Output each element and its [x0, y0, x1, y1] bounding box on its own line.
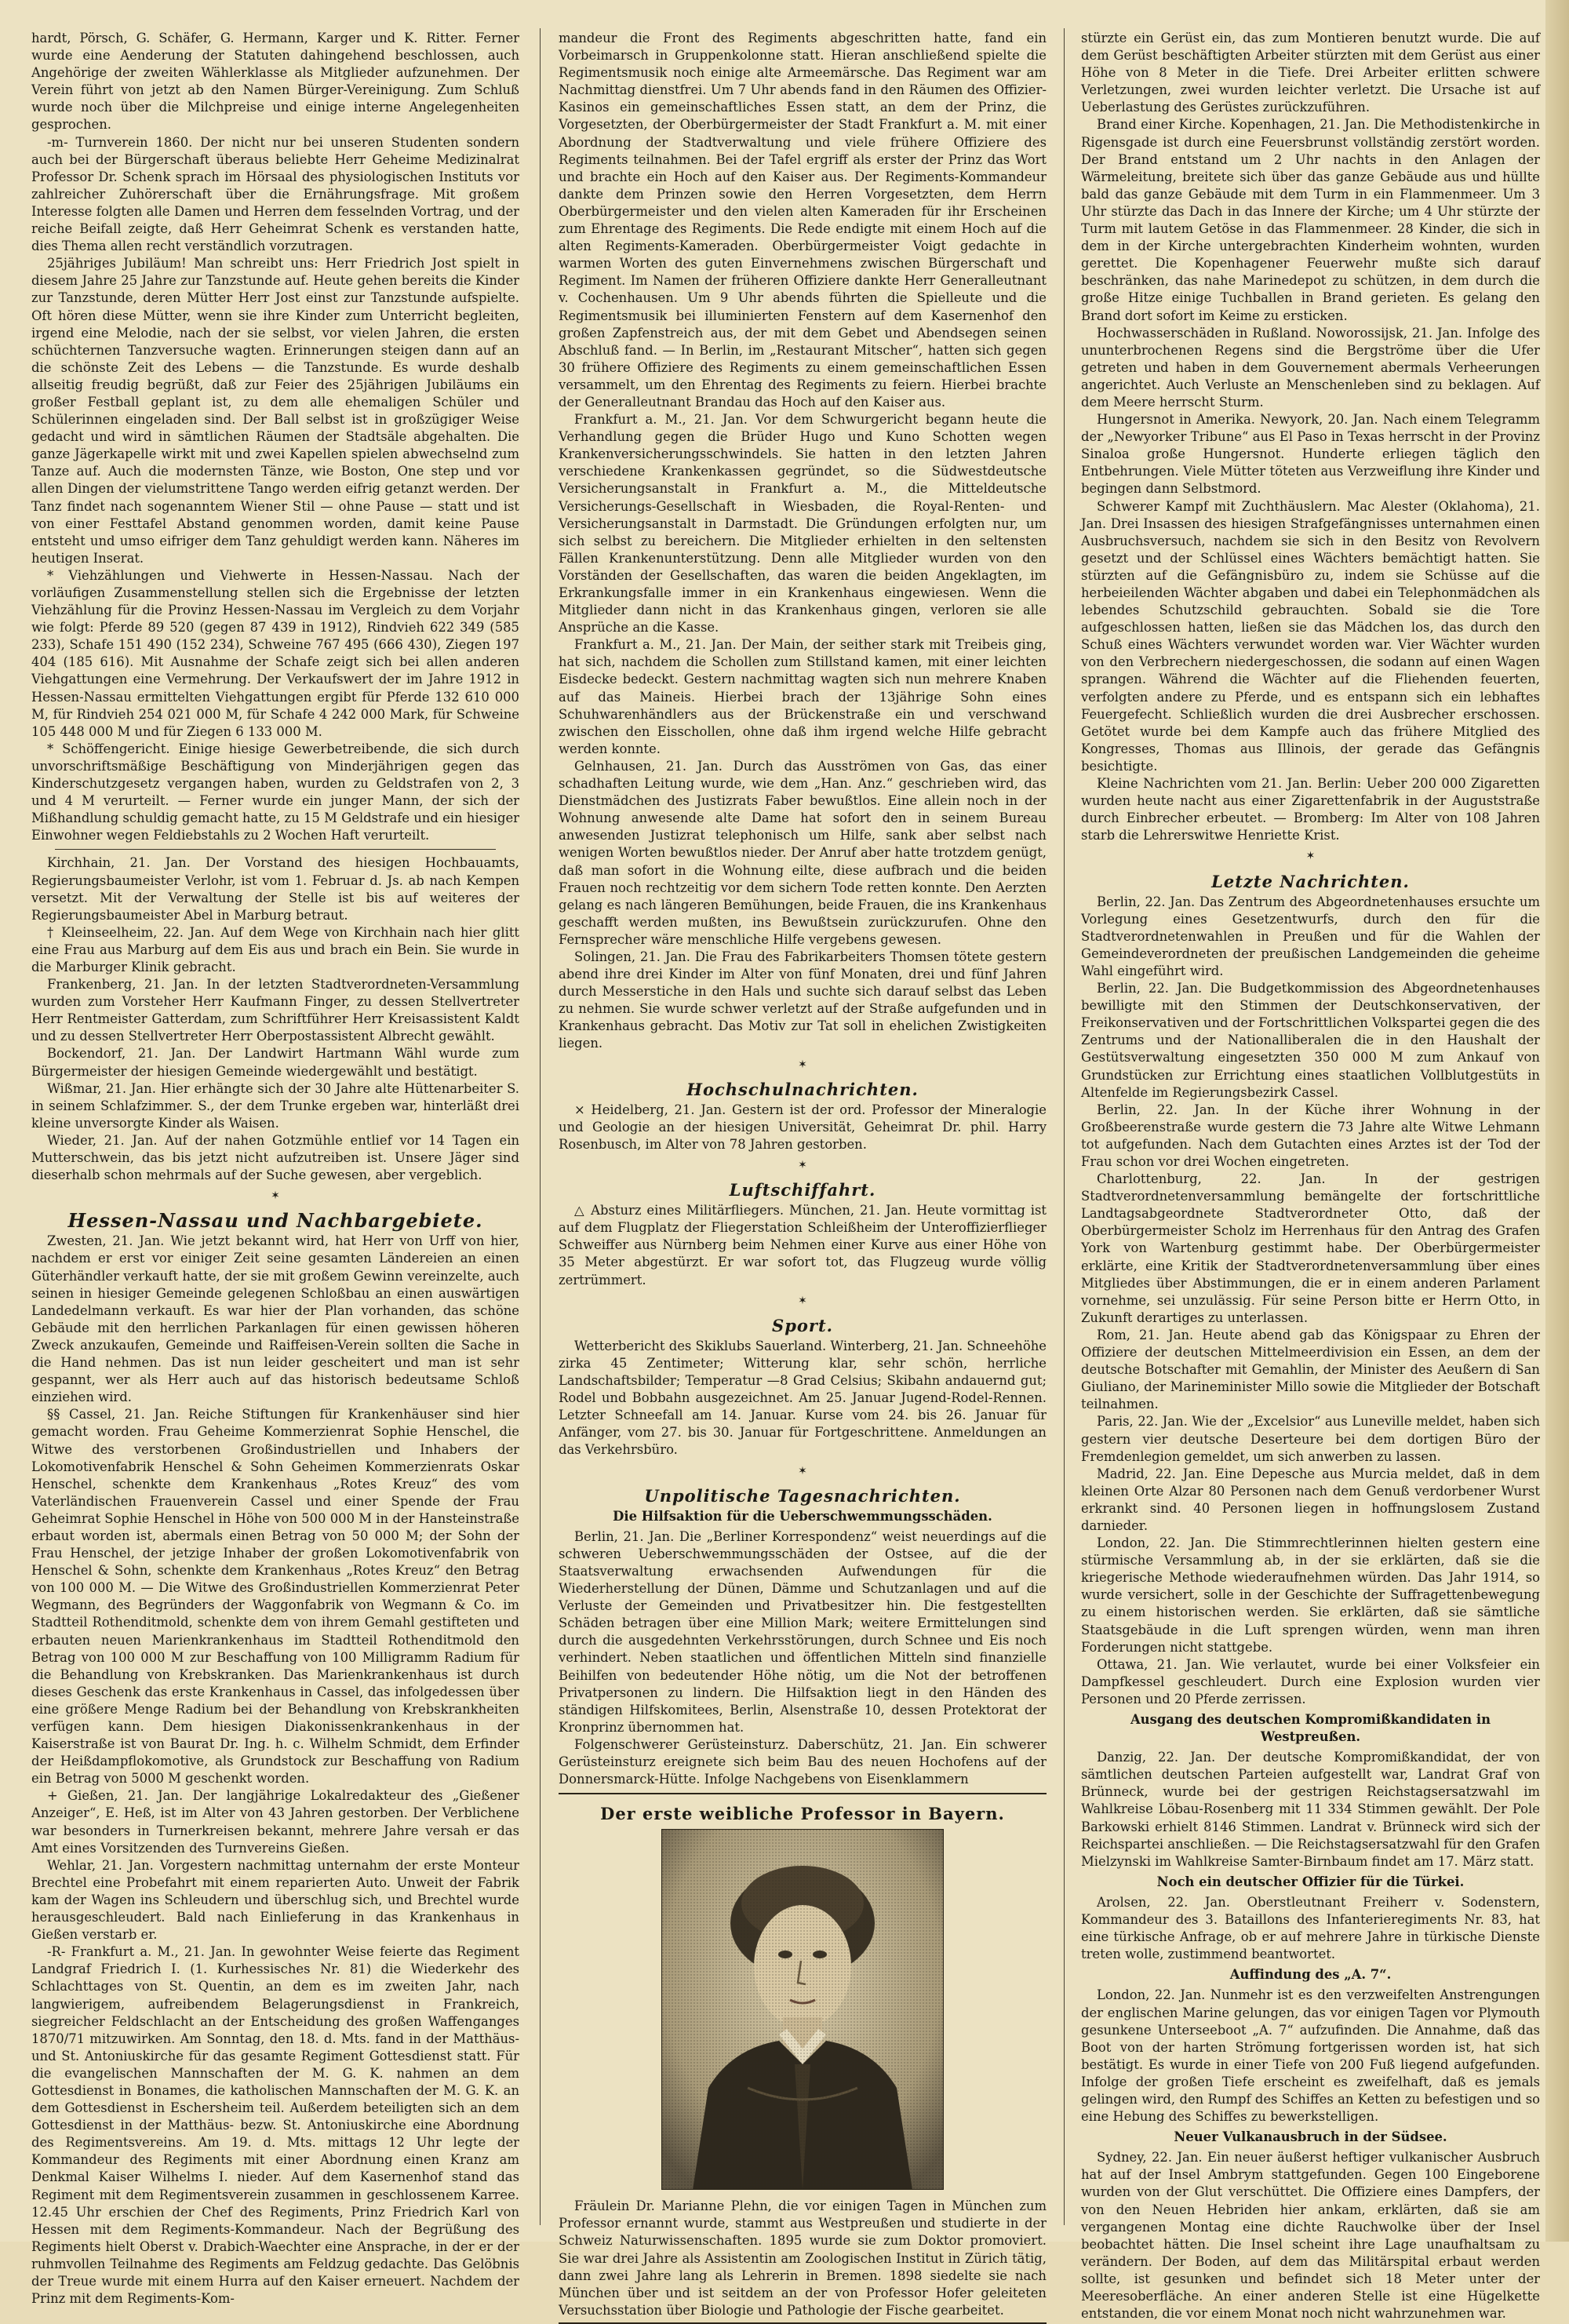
column-3 [1081, 30, 1540, 2322]
article-text: Rom, 21. Jan. Heute abend gab das Königspaar zu Ehren der Offiziere der deutschen Mittelmeerdivision ein Essen, an dem der deutsche Botschafter mit Gemahlin, der Minister des Aeußern di San Giuliano, der Marineminister Millo sowie die Mitglieder der Botschaft teilnahmen. [1081, 1327, 1540, 1412]
divider: ✶ [798, 1058, 807, 1071]
article-text: Kleine Nachrichten vom 21. Jan. Berlin: Ueber 200 000 Zigaretten wurden heute nacht aus einer Zigarettenfabrik in der Auguststraße durch Einbrecher erbeutet. — Bromberg: Im Alter von 108 Jahren starb die Lehrerswitwe Henriette Krist. [1081, 776, 1540, 843]
article-text: Hungersnot in Amerika. Newyork, 20. Jan. Nach einem Telegramm der „Newyorker Tribune“ aus El Paso in Texas herrscht in der Provinz Sinaloa große Hungersnot. Hunderte erliegen täglich den Entbehrungen. Viele Mütter töteten aus Verzweiflung ihre Kinder und begingen dann Selbstmord. [1081, 412, 1540, 497]
article-text: * Schöffengericht. Einige hiesige Gewerbetreibende, die sich durch unvorschriftsmäßige Beschäftigung von Minderjährigen gegen das Kinderschutzgesetz vergangen haben, wurden zu Geldstrafen von 2, 3 und 4 M verurteilt. — Ferner wurde ein junger Mann, der sich der Mißhandlung schuldig gemacht hatte, zu 15 M Geldstrafe und ein hiesiger Einwohner wegen Feldiebstahls zu 2 Wochen Haft verurteilt. [31, 741, 519, 843]
divider [55, 849, 496, 850]
article-text: Wetterbericht des Skiklubs Sauerland. Winterberg, 21. Jan. Schneehöhe zirka 45 Zentimeter; Witterung klar, sehr schön, herrliche Landschaftsbilder; Temperatur —8 Grad Celsius; Skibahn andauernd gut; Rodel und Bobbahn ausgezeichnet. Am 25. Januar Jugend-Rodel-Rennen. Letzter Schneefall am 14. Januar. Kurse vom 24. bis 26. Januar für Anfänger, vom 27. bis 30. Januar für Fortgeschrittene. Anmeldungen an das Verkehrsbüro. [559, 1338, 1047, 1458]
article-text: London, 22. Jan. Nunmehr ist es den verzweifelten Anstrengungen der englischen Marine gelungen, das vor einigen Tagen vor Plymouth gesunkene Unterseeboot „A. 7“ aufzufinden. Die Annahme, daß das Boot von der harten Strömung fortgerissen worden ist, hat sich bestätigt. Es wurde in einer Tiefe von 200 Fuß liegend aufgefunden. Infolge der großen Tiefe erscheint es zweifelhaft, daß es jemals gelingen wird, den Rumpf des Schiffes an Ketten zu befestigen und so eine Hebung des Schiffes zu bewerkstelligen. [1081, 1987, 1540, 2125]
article-text: Zwesten, 21. Jan. Wie jetzt bekannt wird, hat Herr von Urff von hier, nachdem er erst vor einiger Zeit seine gesamten Ländereien an einen Güterhändler verkauft hatte, der sie mit großem Gewinn vereinzelte, auch seinen in hiesiger Gemeinde gelegenen Schloßbau an einen auswärtigen Landedelmann verkauft. Es war hier der Plan vorhanden, das schöne Gebäude mit den herrlichen Parkanlagen für einen gewissen höheren Zweck anzukaufen, Gemeinde und Raiffeisen-Verein sollten die Sache in die Hand nehmen. Das ist nun leider gescheitert und man ist sehr gespannt, wer als Herr auch auf das historisch bedeutsame Schloß einziehen wird. [31, 1233, 519, 1405]
article-text: Charlottenburg, 22. Jan. In der gestrigen Stadtverordnetenversammlung bemängelte der fortschrittliche Landtagsabgeordnete Stadtverordneter Otto, daß der Oberbürgermeister Scholz im Herrenhaus für den Antrag des Grafen York von Wartenburg gestimmt habe. Der Oberbürgermeister erklärte, eine Kritik der Stadtverordnetenversammlung über eines Mitgliedes über Abstimmungen, die er in einem anderen Parlament vornehme, sei unzulässig. Für seine Person bitte er Herrn Otto, in Zukunft derartiges zu unterlassen. [1081, 1171, 1540, 1325]
article-text: Gelnhausen, 21. Jan. Durch das Ausströmen von Gas, das einer schadhaften Leitung wurde, wie dem „Han. Anz.“ geschrieben wird, das Dienstmädchen des Justizrats Faber bewußtlos. Eine allein noch in der Wohnung anwesende alte Dame hat sofort den in seinem Bureau anwesenden Justizrat telephonisch um Hilfe, sank aber selbst nach wenigen Worten bewußtlos nieder. Der Anruf aber hatte trotzdem genügt, daß man sofort in die Wohnung eilte, diese aufbrach und die beiden Frauen noch rechtzeitig vor dem sichern Tode retten konnte. Den Aerzten gelang es nach längeren Bemühungen, beide Frauen, die ins Krankenhaus geschafft werden mußten, ins Bewußtsein zurückzurufen. Ohne den Fernsprecher wäre menschliche Hilfe vergebens gewesen. [559, 758, 1047, 947]
article-text: -m- Turnverein 1860. Der nicht nur bei unseren Studenten sondern auch bei der Bürgerschaft überaus beliebte Herr Geheime Medizinalrat Professor Dr. Schenk sprach im Hörsaal des physiologischen Instituts vor zahlreicher Zuhörerschaft über die Ernährungsfrage. Mit großem Interesse folgten alle Damen und Herren dem fesselnden Vortrag, und der reiche Beifall zeigte, daß Herr Geheimrat Schenk es verstanden hatte, dies Thema allen recht verständlich vorzutragen. [31, 134, 519, 254]
article-text: Frankfurt a. M., 21. Jan. Der Main, der seither stark mit Treibeis ging, hat sich, nachdem die Schollen zum Stillstand kamen, mit einer leichten Eisdecke bedeckt. Gestern nachmittag wagten sich nun mehrere Knaben auf das Maineis. Hierbei brach der 13jährige Sohn eines Schuhwarenhändlers aus der Brückenstraße ein und verschwand zwischen den Eisschollen, ohne daß ihm irgend welche Hilfe gebracht werden konnte. [559, 637, 1047, 756]
section-heading: Hochschulnachrichten. [686, 1079, 919, 1099]
article-text: 25jähriges Jubiläum! Man schreibt uns: Herr Friedrich Jost spielt in diesem Jahre 25 Jahre zur Tanzstunde auf. Heute gehen bereits die Kinder zur Tanzstunde, deren Mütter Herr Jost einst zur Tanzstunde aufspielte. Oft hören diese Mütter, wenn sie ihre Kinder zum Unterricht begleiten, irgend eine Melodie, nach der sie selbst, vor vielen Jahren, die ersten schüchternen Tanzversuche wagten. Erinnerungen steigen dann auf an die schönste Zeit des Lebens — die Tanzstunde. Es wurde deshalb allseitig freudig begrüßt, daß zur Feier des 25jährigen Jubiläums ein großer Festball geplant ist, zu dem alle ehemaligen Schüler und Schülerinnen eingeladen sind. Der Ball selbst ist in großzügiger Weise gedacht und wird in sämtlichen Räumen der Stadtsäle abgehalten. Die ganze Jägerkapelle wirkt mit und zwei Kapellen spielen abwechselnd zum Tanze auf. Auch die modernsten Tänze, wie Boston, One step und vor allen Dingen der vielumstrittene Tango werden eifrig getanzt werden. Der Tanz findet nach sogenanntem Wiener Stil — ohne Pause — statt und ist von einer Festtafel Abstand genommen worden, damit keine Pause entsteht und umso eifriger dem Tanz gehuldigt werden kann. Näheres im heutigen Inserat. [31, 256, 519, 566]
paper-edge [1545, 0, 1569, 2242]
section-heading: Sport. [772, 1315, 833, 1335]
photo-caption: Fräulein Dr. Marianne Plehn, die vor einigen Tagen in München zum Professor ernannt wurde, stammt aus Westpreußen und studierte in der Schweiz Naturwissenschaften. 1895 wurde sie zum Doktor promoviert. Sie war drei Jahre als Assistentin am Zoologischen Institut in Zürich tätig, dann zwei Jahre lang als Lehrerin in Bremen. 1898 siedelte sie nach München über und ist seitdem an der von Professor Hofer geleiteten Versuchsstation über Biologie und Pathologie der Fische gearbeitet. [559, 2198, 1047, 2318]
column-1 [31, 30, 519, 2307]
article-text: hardt, Pörsch, G. Schäfer, G. Hermann, Karger und K. Ritter. Ferner wurde eine Aenderung der Statuten dahingehend beschlossen, auch Angehörige der zweiten Wählerklasse als Mitglieder aufzunehmen. Der Verein führt von jetzt ab den Namen Bürger-Vereinigung. Zum Schluß wurde noch über die Milchpreise und einige interne Angelegenheiten gesprochen. [31, 31, 519, 133]
article-text: Folgenschwerer Gerüsteinsturz. Daberschütz, 21. Jan. Ein schwerer Gerüsteinsturz ereignete sich beim Bau des neuen Hochofens auf der Donnersmarck-Hütte. Infolge Nachgebens von Eisenklammern [559, 1736, 1047, 1787]
article-text: △ Absturz eines Militärfliegers. München, 21. Jan. Heute vormittag ist auf dem Flugplatz der Fliegerstation Schleißheim der Unteroffizierflieger Schweiffer aus Nürnberg beim Nehmen einer Kurve aus einer Höhe von 35 Meter abgestürzt. Er war sofort tot, das Flugzeug wurde völlig zertrümmert. [559, 1203, 1047, 1288]
article-text: Ottawa, 21. Jan. Wie verlautet, wurde bei einer Volksfeier ein Dampfkessel geschleudert. Durch eine Explosion wurden vier Personen und 20 Pferde zerrissen. [1081, 1656, 1540, 1707]
article-text: † Kleinseelheim, 22. Jan. Auf dem Wege von Kirchhain nach hier glitt eine Frau aus Marburg auf dem Eis aus und brach ein Bein. Sie wurde in die Marburger Klinik gebracht. [31, 924, 519, 974]
column-rule [540, 28, 541, 2225]
article-text: §§ Cassel, 21. Jan. Reiche Stiftungen für Krankenhäuser sind hier gemacht worden. Frau Geheime Kommerzienrat Sophie Henschel, die Witwe des verstorbenen Großindustriellen und Inhabers der Lokomotivenfabrik Henschel & Sohn Geheimen Kommerzienrats Oskar Henschel, schenkte dem Krankenhaus „Rotes Kreuz“ des vom Vaterländischen Frauenverein Cassel und einer Spende der Frau Geheimrat Sophie Henschel in Höhe von 500 000 M in der Hansteinstraße erbaut worden ist, abermals einen Betrag von 50 000 M; der Sohn der Frau Henschel, der jetzige Inhaber der großen Lokomotivenfabrik von Henschel & Sohn, schenkte dem Krankenhaus „Rotes Kreuz“ den Betrag von 100 000 M. — Die Witwe des Großindustriellen Kommerzienrat Peter Wegmann, des Begründers der Waggonfabrik von Wegmann & Co. im Stadtteil Rothenditmold, schenkte dem von ihrem Gemahl gestifteten und erbauten neuen Marienkrankenhaus im Stadtteil Rothenditmold den Betrag von 100 000 M zur Beschaffung von 100 Milligramm Radium für die Behandlung von Krebskranken. Das Marienkrankenhaus ist durch dieses Geschenk das erste Krankenhaus in Cassel, das infolgedessen über eine größere Menge Radium bei der Behandlung von Krebskrankheiten verfügen kann. Dem hiesigen Diakonissenkrankenhaus in der Kaiserstraße ist von Baurat Dr. Ing. h. c. Wilhelm Schmidt, dem Erfinder der Heißdampflokomotive, als Grundstock zur Beschaffung von Radium ein Betrag von 5000 M geschenkt worden. [31, 1407, 519, 1787]
article-text: Kirchhain, 21. Jan. Der Vorstand des hiesigen Hochbauamts, Regierungsbaumeister Verlohr, ist vom 1. Februar d. Js. ab nach Kempen versetzt. Mit der Verwaltung der Stelle ist bis auf weiteres der Regierungsbaumeister Abel in Marburg betraut. [31, 855, 519, 923]
article-text: London, 22. Jan. Die Stimmrechtlerinnen hielten gestern eine stürmische Versammlung ab, in der sie erklärten, daß sie die kriegerische Methode wiederaufnehmen würden. Das Jahr 1914, so wurde versichert, solle in der Geschichte der Suffragettenbewegung zu einem historischen werden. Sie erklärten, daß sie sämtliche Staatsgebäude in die Luft sprengen würden, wenn man ihren Forderungen nicht stattgebe. [1081, 1535, 1540, 1655]
article-text: × Heidelberg, 21. Jan. Gestern ist der ord. Professor der Mineralogie und Geologie an der hiesigen Universität, Geheimrat Dr. phil. Harry Rosenbusch, im Alter von 78 Jahren gestorben. [559, 1102, 1047, 1152]
divider: ✶ [798, 1294, 807, 1307]
feature-heading: Der erste weibliche Professor in Bayern. [600, 1804, 1005, 1824]
section-heading: Letzte Nachrichten. [1211, 871, 1410, 891]
article-text: Berlin, 22. Jan. In der Küche ihrer Wohnung in der Großbeerenstraße wurde gestern die 73 Jahre alte Witwe Lehmann tot aufgefunden. Nach dem Gutachten eines Arztes ist der Tod der Frau schon vor drei Wochen eingetreten. [1081, 1102, 1540, 1169]
divider: ✶ [271, 1189, 280, 1203]
divider: ✶ [798, 1159, 807, 1171]
column-2 [559, 30, 1047, 2318]
article-text: Berlin, 21. Jan. Die „Berliner Korrespondenz“ weist neuerdings auf die schweren Ueberschwemmungsschäden der Ostsee, auf die der Staatsverwaltung erwachsenden Aufwendungen für die Wiederherstellung der Dünen, Dämme und Schutzanlagen und auf die Verluste der Gemeinden und Privatbesitzer hin. Die festgestellten Schäden betragen über eine Million Mark; weitere Ermittelungen sind durch die ausgedehnten Verkehrsstörungen, durch Schnee und Eis noch verhindert. Neben staatlichen und öffentlichen Mitteln sind finanzielle Beihilfen von bedeutender Höhe nötig, um die Not der betroffenen Privatpersonen zu lindern. Die Hilfsaktion liegt in den Händen des ständigen Hilfskomitees, Berlin, Alsenstraße 10, dessen Protektorat der Kronprinz übernommen hat. [559, 1528, 1047, 1735]
sub-heading: Neuer Vulkanausbruch in der Südsee. [1174, 2129, 1447, 2145]
article-text: Sydney, 22. Jan. Ein neuer äußerst heftiger vulkanischer Ausbruch hat auf der Insel Ambrym stattgefunden. Gegen 100 Eingeborene wurden von der Glut verschüttet. Die Offiziere eines Dampfers, der von den Neuen Hebriden hier ankam, erklärten, daß sie am vergangenen Montag eine dichte Rauchwolke über der Insel beobachtet hätten. Die Insel scheint ihre Lage unaufhaltsam zu verändern. Der Boden, auf dem das Militärspital erbaut werden sollte, ist gesunken und befindet sich 18 Meter unter der Meeresoberfläche. An einer anderen Stelle ist eine Hügelkette entstanden, die vor einem Monat noch nicht wahrzunehmen war. [1081, 2150, 1540, 2322]
divider: ✶ [798, 1464, 807, 1477]
article-text: + Gießen, 21. Jan. Der langjährige Lokalredakteur des „Gießener Anzeiger“, E. Heß, ist im Alter von 43 Jahren gestorben. Der Verblichene war besonders in Turnerkreisen bekannt, mehrere Jahre versah er das Amt eines Vorsitzenden des Turnvereins Gießen. [31, 1788, 519, 1856]
section-heading: Unpolitische Tagesnachrichten. [644, 1485, 961, 1506]
feature-box [559, 1793, 1047, 2324]
article-text: Madrid, 22. Jan. Eine Depesche aus Murcia meldet, daß in dem kleinen Orte Alzar 80 Personen nach dem Genuß verdorbener Wurst erkrankt sind. 40 Personen liegen in hoffnungslosem Zustand darnieder. [1081, 1466, 1540, 1533]
divider: ✶ [1305, 850, 1316, 863]
article-text: Frankenberg, 21. Jan. In der letzten Stadtverordneten-Versammlung wurden zum Vorsteher Herr Kaufmann Finger, zu dessen Stellvertreter Herr Rentmeister Gatterdam, zum Schriftführer Herr Kreisassistent Kaldt und zu dessen Stellvertreter Herr Oberpostassistent Albrecht gewählt. [31, 977, 519, 1044]
article-text: Brand einer Kirche. Kopenhagen, 21. Jan. Die Methodistenkirche in Rigensgade ist durch eine Feuersbrunst vollständig zerstört worden. Der Brand entstand um 2 Uhr nachts in den Anlagen der Wärmeleitung, breitete sich über das ganze Gebäude aus und hüllte bald das ganze Gebäude mit dem Turm in ein Flammenmeer. Um 3 Uhr stürzte das Dach in das Innere der Kirche; um 4 Uhr stürzte der Turm mit lautem Getöse in das Flammenmeer. 28 Kinder, die sich in dem in der Kirche untergebrachten Kinderheim wohnten, wurden gerettet. Die Kopenhagener Feuerwehr mußte sich darauf beschränken, das nahe Marinedepot zu schützen, in dem durch die große Hitze einige Tuchballen in Brand gerieten. Es gelang den Brand dort sofort im Keime zu ersticken. [1081, 117, 1540, 323]
article-text: Wehlar, 21. Jan. Vorgestern nachmittag unternahm der erste Monteur Brechtel eine Probefahrt mit einem reparierten Auto. Unweit der Fabrik kam der Wagen ins Schleudern und überschlug sich, und Brechtel wurde herausgeschleudert. Bald nach Einlieferung in das Krankenhaus in Gießen verstarb er. [31, 1857, 519, 1943]
article-text: Berlin, 22. Jan. Das Zentrum des Abgeordnetenhauses ersuchte um Vorlegung eines Gesetzentwurfs, durch den für die Stadtverordnetenwahlen in Preußen und für die Wahlen der Gemeindeverordneten der preußischen Landgemeinden die geheime Wahl eingeführt wird. [1081, 894, 1540, 978]
article-text: Bockendorf, 21. Jan. Der Landwirt Hartmann Wähl wurde zum Bürgermeister der hiesigen Gemeinde wiedergewählt und bestätigt. [31, 1046, 519, 1079]
section-heading: Hessen-Nassau und Nachbargebiete. [67, 1209, 483, 1233]
section-heading: Luftschiffahrt. [729, 1180, 876, 1200]
article-text: Paris, 22. Jan. Wie der „Excelsior“ aus Luneville meldet, haben sich gestern vier deutsche Deserteure bei dem dortigen Büro der Fremdenlegion gemeldet, um sich anwerben zu lassen. [1081, 1414, 1540, 1464]
article-text: Frankfurt a. M., 21. Jan. Vor dem Schwurgericht begann heute die Verhandlung gegen die Brüder Hugo und Kuno Schotten wegen Krankenversicherungsschwindels. Sie hatten in den letzten Jahren verschiedene Krankenkassen gegründet, so die Südwestdeutsche Versicherungsanstalt in Frankfurt a. M., die Mitteldeutsche Versicherungs-Gesellschaft in Wiesbaden, die Royal-Renten- und Versicherungsanstalt in Darmstadt. Die Gründungen erfolgten nur, um sich selbst zu bereichern. Die Mitglieder erhielten in den seltensten Fällen Krankenunterstützung. Denn alle Mitglieder wurden von den Vorständen der Gesellschaften, das waren die beiden Angeklagten, im Erkrankungsfalle immer in ein Krankenhaus eingewiesen. Wenn die Mitglieder dann nicht in das Krankenhaus gingen, verloren sie alle Ansprüche an die Kasse. [559, 412, 1047, 636]
article-text: Berlin, 22. Jan. Die Budgetkommission des Abgeordnetenhauses bewilligte mit den Stimmen der Deutschkonservativen, der Freikonservativen und der Fortschrittlichen Volkspartei gegen die des Zentrums und der Nationalliberalen die in den Haushalt der Gestütsverwaltung eingesetzten 350 000 M zum Ankauf von Grundstücken zur Errichtung eines staatlichen Vollblutgestüts in Altenfelde im Regierungsbezirk Cassel. [1081, 981, 1540, 1100]
article-text: Solingen, 21. Jan. Die Frau des Fabrikarbeiters Thomsen tötete gestern abend ihre drei Kinder im Alter von fünf Monaten, drei und fünf Jahren durch Messerstiche in den Hals und suchte sich darauf selbst das Leben zu nehmen. Sie wurde schwer verletzt auf der Straße aufgefunden und in Krankenhaus gebracht. Das Motiv zur Tat soll in ehelichen Zwistigkeiten liegen. [559, 949, 1047, 1051]
sub-heading: Auffindung des „A. 7“. [1229, 1967, 1392, 1983]
article-text: Danzig, 22. Jan. Der deutsche Kompromißkandidat, der von sämtlichen deutschen Parteien aufgestellt war, Landrat Graf von Brünneck, wurde bei der gestrigen Reichstagsersatzwahl im Wahlkreise Löbau-Rosenberg mit 11 334 Stimmen gewählt. Der Pole Barkowski erhielt 8146 Stimmen. Landrat v. Brünneck wird sich der Reichspartei anschließen. — Die Reichstagsersatzwahl für den Grafen Mielzynski im Wahlkreise Samter-Birnbaum findet am 17. März statt. [1081, 1750, 1540, 1869]
article-text: * Viehzählungen und Viehwerte in Hessen-Nassau. Nach der vorläufigen Zusammenstellung stellen sich die Ergebnisse der letzten Viehzählung für die Provinz Hessen-Nassau im Vergleich zu dem Vorjahr wie folgt: Pferde 89 520 (gegen 87 439 in 1912), Rindvieh 622 349 (585 233), Schafe 151 490 (152 234), Schweine 767 495 (666 430), Ziegen 197 404 (185 616). Mit Ausnahme der Schafe zeigt sich bei allen anderen Viehgattungen eine Vermehrung. Der Verkaufswert der im Jahre 1912 in Hessen-Nassau ermittelten Viehgattungen ergibt für Pferde 132 610 000 M, für Rindvieh 254 021 000 M, für Schafe 4 242 000 Mark, für Schweine 105 448 000 M und für Ziegen 6 133 000 M. [31, 567, 519, 739]
article-text: Schwerer Kampf mit Zuchthäuslern. Mac Alester (Oklahoma), 21. Jan. Drei Insassen des hiesigen Strafgefängnisses unternahmen einen Ausbruchsversuch, nachdem sie sich in den Besitz von Revolvern gesetzt und der Schlüssel eines Wächters bemächtigt hatten. Sie stürzten auf die Gefängnisbüro zu, indem sie Schüsse auf die herbeieilenden Wächter abgaben und dabei ein Telephonmädchen als lebendes Schutzschild gebrauchten. Sobald sie die Tore aufgeschlossen hatten, ließen sie das Mädchen los, das durch den Schuß eines Wächters verwundet worden war. Vier Wächter wurden von den Verbrechern niedergeschossen, die sodann auf einen Wagen sprangen. Während die Wächter auf die Fliehenden feuerten, verfolgten andere zu Pferde, und es entspann sich ein lebhaftes Feuergefecht. Schließlich wurden die drei Ausbrecher erschossen. Getötet wurde bei dem Kampfe auch das frühere Mitglied des Kongresses, Thomas aus Illinois, der gerade das Gefängnis besichtigte. [1081, 498, 1540, 774]
article-text: -R- Frankfurt a. M., 21. Jan. In gewohnter Weise feierte das Regiment Landgraf Friedrich I. (1. Kurhessisches Nr. 81) die Wiederkehr des Schlachttages von St. Quentin, an dem es im zweiten Jahr, nach langwierigem, aufreibendem Belagerungsdienst in Frankreich, siegreicher Feldschlacht an der Entscheidung des großen Waffenganges 1870/71 mitzuwirken. Am Sonntag, den 18. d. Mts. fand in der Matthäus- und St. Antoniuskirche für das gesamte Regiment Gottesdienst statt. Für die evangelischen Mannschaften der M. G. K. nahmen an dem Gottesdienst in Bonames, die katholischen Mannschaften der M. G. K. an dem Gottesdienst in Eschersheim teil. Außerdem beteiligten sich an dem Gottesdienst in der Matthäus- bezw. St. Antoniuskirche eine Abordnung des Regimentsvereins. Am 19. d. Mts. mittags 12 Uhr legte der Kommandeur des Regiments mit einer Abordnung einen Kranz am Denkmal Kaiser Wilhelms I. nieder. Auf dem Kasernenhof stand das Regiment mit dem Regimentsverein zusammen in geschlossenem Karree. 12.45 Uhr erschien der Chef des Regiments, Prinz Friedrich Karl von Hessen mit dem Regiments-Kommandeur. Nach der Begrüßung des Regiments hielt Oberst v. Drabich-Waechter eine Ansprache, in der er der ruhmvollen Teilnahme des Regiments am Feldzug gedachte. Das Gelöbnis der Treue wurde mit einem Hurra auf den Kaiser erneuert. Nachdem der Prinz mit dem Regiments-Kom- [31, 1944, 519, 2307]
sub-heading: Noch ein deutscher Offizier für die Türkei. [1156, 1874, 1465, 1889]
sub-heading: Ausgang des deutschen Kompromißkandidaten in Westpreußen. [1130, 1712, 1491, 1745]
sub-heading: Die Hilfsaktion für die Ueberschwemmungsschäden. [613, 1508, 992, 1524]
article-text: Wieder, 21. Jan. Auf der nahen Gotzmühle entlief vor 14 Tagen ein Mutterschwein, das bis jetzt nicht aufzutreiben ist. Unsere Jäger sind dieserhalb schon mehrmals auf der Suche gewesen, aber vergeblich. [31, 1132, 519, 1183]
portrait-photo [661, 1829, 944, 2190]
article-text: Arolsen, 22. Jan. Oberstleutnant Freiherr v. Sodenstern, Kommandeur des 3. Bataillons des Infanterieregiments Nr. 83, hat eine türkische Anfrage, ob er auf mehrere Jahre in türkische Dienste treten wolle, zustimmend beantwortet. [1081, 1894, 1540, 1962]
article-text: mandeur die Front des Regiments abgeschritten hatte, fand ein Vorbeimarsch in Gruppenkolonne statt. Hieran anschließend spielte die Regimentsmusik noch einige alte Armeemärsche. Das Regiment war am Nachmittag dienstfrei. Um 7 Uhr abends fand in den Räumen des Offizier-Kasinos ein gemeinschaftliches Essen statt, an dem der Prinz, die Vorgesetzten, der Oberbürgermeister der Stadt Frankfurt a. M. mit einer Abordnung der Stadtverwaltung und viele frühere Offiziere des Regiments teilnahmen. Bei der Tafel ergriff als erster der Prinz das Wort und brachte ein Hoch auf den Kaiser aus. Der Regiments-Kommandeur dankte dem Prinzen sowie den Herren Vorgesetzten, dem Herrn Oberbürgermeister und den vielen alten Kameraden für ihr Erscheinen zum Ehrentage des Regiments. Die Rede endigte mit einem Hoch auf die alten Regiments-Kameraden. Oberbürgermeister Voigt gedachte in warmen Worten des guten Einvernehmens zwischen Bürgerschaft und Regiment. Im Namen der früheren Offiziere dankte Herr Generalleutnant v. Cochenhausen. Um 9 Uhr abends führten die Spielleute und die Regimentsmusik bei illuminierten Fenstern auf dem Kasernenhof den großen Zapfenstreich aus, der mit dem Gebet und Abendsegen seinen Abschluß fand. — In Berlin, im „Restaurant Mitscher“, hatten sich gegen 30 frühere Offiziere des Regiments zu einem gemeinschaftlichen Essen versammelt, um den Ehrentag des Regiments zu feiern. Hierbei brachte der Generalleutnant Brandau das Hoch auf den Kaiser aus. [559, 31, 1047, 410]
article-text: Hochwasserschäden in Rußland. Noworossijsk, 21. Jan. Infolge des ununterbrochenen Regens sind die Bergströme über die Ufer getreten und haben in dem Gouvernement abermals Verheerungen angerichtet. Auch Verluste an Menschenleben sind zu beklagen. Auf dem Meere herrscht Sturm. [1081, 325, 1540, 410]
article-text: stürzte ein Gerüst ein, das zum Montieren benutzt wurde. Die auf dem Gerüst beschäftigten Arbeiter stürzten mit dem Gerüst aus einer Höhe von 8 Meter in die Tiefe. Drei Arbeiter erlitten schwere Verletzungen, zwei wurden leichter verletzt. Die Ursache ist auf Ueberlastung des Gerüstes zurückzuführen. [1081, 31, 1540, 115]
article-text: Wißmar, 21. Jan. Hier erhängte sich der 30 Jahre alte Hüttenarbeiter S. in seinem Schlafzimmer. S., der dem Trunke ergeben war, hinterläßt drei kleine unversorgte Kinder als Waisen. [31, 1080, 519, 1131]
column-rule [1064, 28, 1065, 2225]
